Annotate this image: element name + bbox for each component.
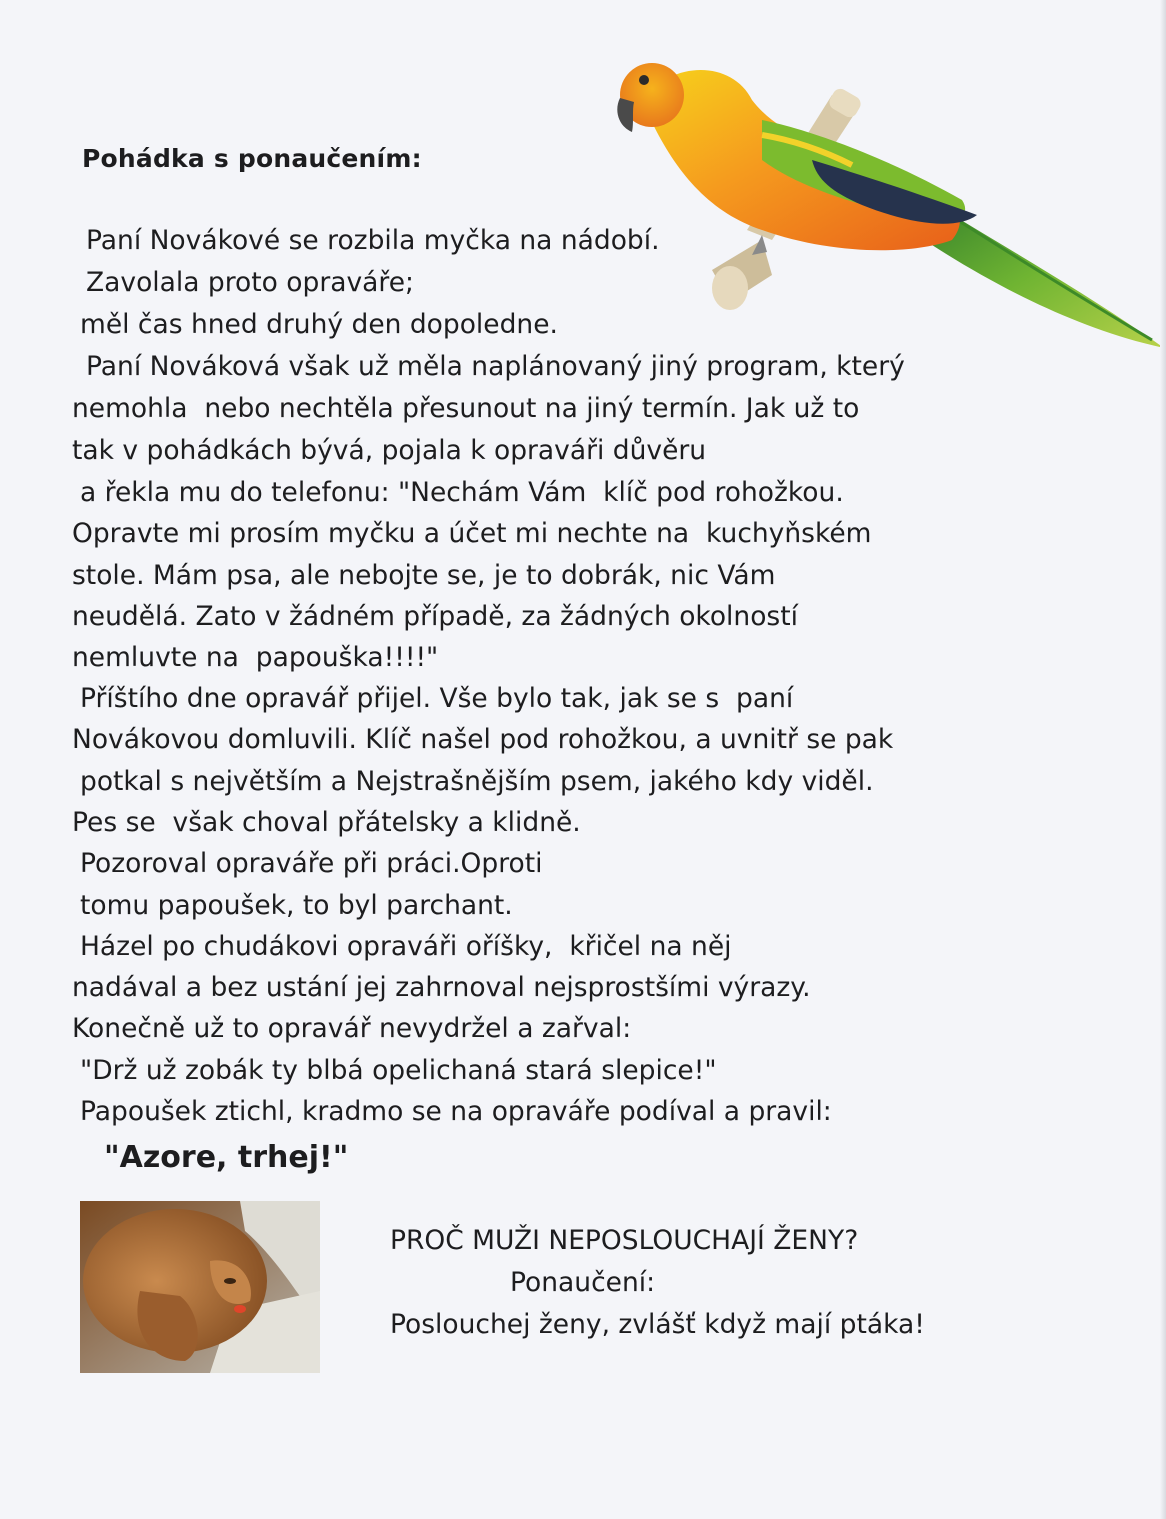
story-line: nadával a bez ustání jej zahrnoval nejsprostšími výrazy.	[72, 972, 811, 1003]
story-line: Pozoroval opraváře při práci.Oproti	[80, 848, 543, 879]
story-line: neudělá. Zato v žádném případě, za žádných okolností	[72, 601, 798, 632]
dog-photo	[80, 1201, 320, 1373]
story-line: stole. Mám psa, ale nebojte se, je to dobrák, nic Vám	[72, 560, 776, 591]
story-title: Pohádka s ponaučením:	[82, 144, 422, 173]
story-line: Papoušek ztichl, kradmo se na opraváře podíval a pravil:	[80, 1096, 832, 1127]
story-line: Novákovou domluvili. Klíč našel pod rohožkou, a uvnitř se pak	[72, 724, 894, 755]
moral-question: PROČ MUŽI NEPOSLOUCHAJÍ ŽENY?	[390, 1225, 859, 1256]
story-line: Opravte mi prosím myčku a účet mi nechte na kuchyňském	[72, 518, 872, 549]
story-line: Pes se však choval přátelsky a klidně.	[72, 807, 581, 838]
story-line: a řekla mu do telefonu: "Nechám Vám klíč pod rohožkou.	[80, 477, 844, 508]
story-line: Paní Novákové se rozbila myčka na nádobí.	[86, 225, 660, 256]
story-line: nemluvte na papouška!!!!"	[72, 642, 439, 673]
punchline: "Azore, trhej!"	[104, 1140, 349, 1175]
moral-label: Ponaučení:	[510, 1267, 656, 1298]
scan-edge	[1160, 0, 1166, 1519]
story-line: Zavolala proto opraváře;	[86, 267, 414, 298]
story-line: nemohla nebo nechtěla přesunout na jiný termín. Jak už to	[72, 393, 860, 424]
parrot-illustration	[612, 40, 1166, 352]
story-line: Paní Nováková však už měla naplánovaný jiný program, který	[86, 351, 905, 382]
story-line: tak v pohádkách bývá, pojala k opraváři důvěru	[72, 435, 707, 466]
story-line: potkal s největším a Nejstrašnějším psem, jakého kdy viděl.	[80, 766, 874, 797]
story-line: Konečně už to opravář nevydržel a zařval:	[72, 1013, 632, 1044]
story-line: "Drž už zobák ty blbá opelichaná stará slepice!"	[80, 1055, 717, 1086]
moral-answer: Poslouchej ženy, zvlášť když mají ptáka!	[390, 1309, 925, 1340]
story-line: Příštího dne opravář přijel. Vše bylo tak, jak se s paní	[80, 683, 794, 714]
story-line: měl čas hned druhý den dopoledne.	[80, 309, 558, 340]
story-line: Házel po chudákovi opraváři oříšky, křičel na něj	[80, 931, 732, 962]
story-line: tomu papoušek, to byl parchant.	[80, 890, 513, 921]
